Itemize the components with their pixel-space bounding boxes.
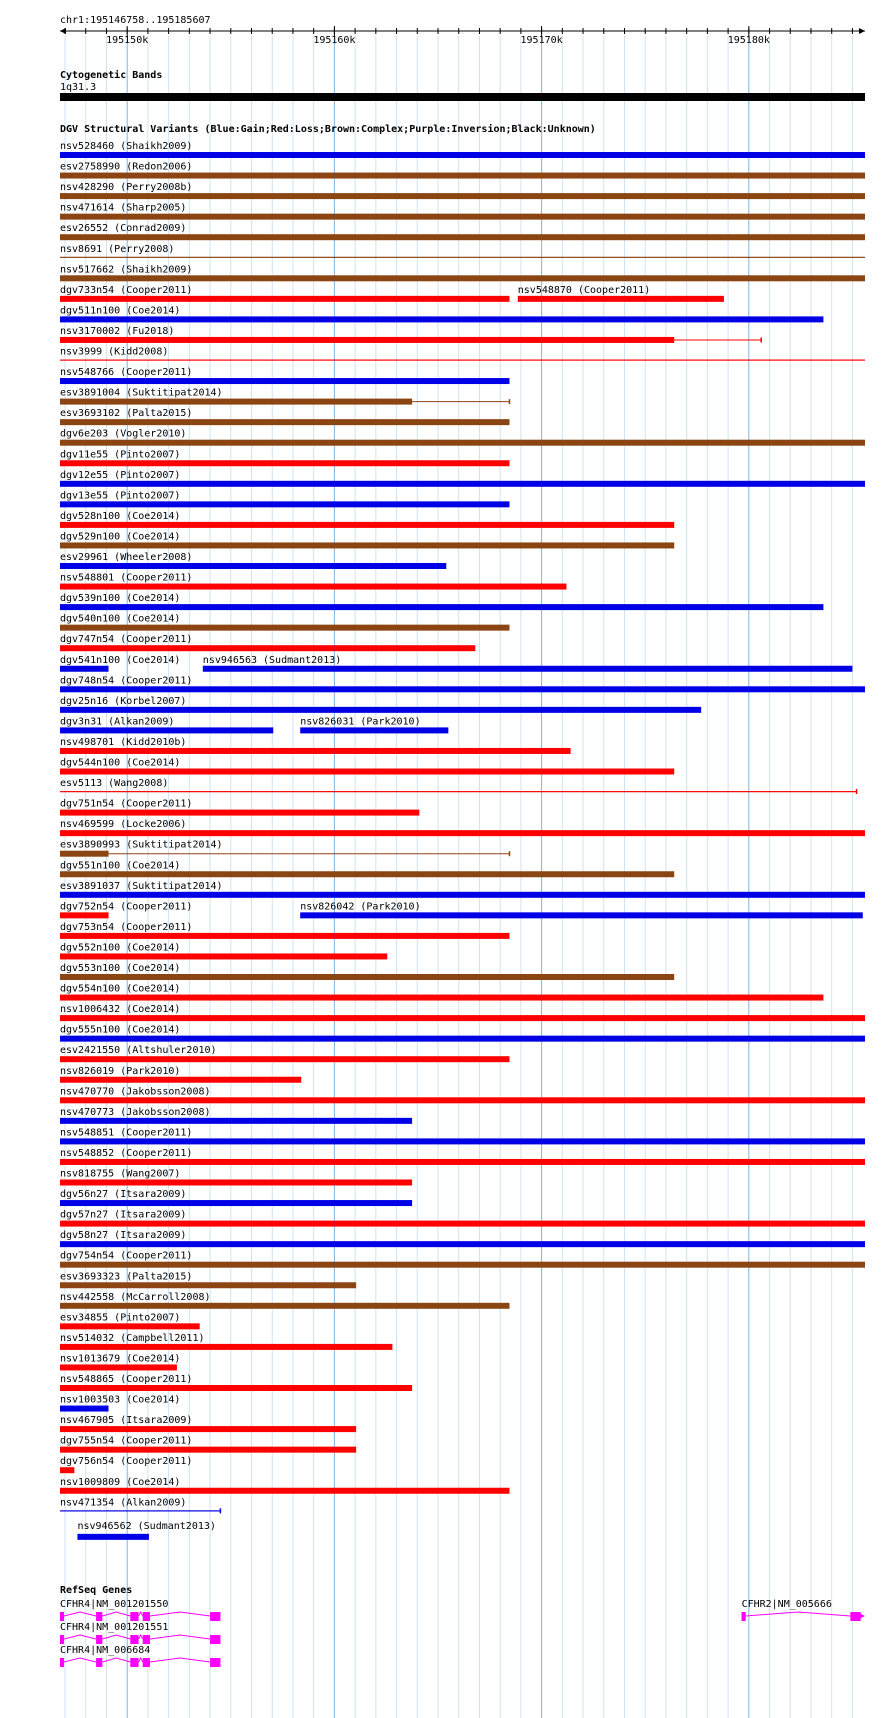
dgv-feature-bar[interactable] xyxy=(60,193,865,199)
dgv-feature[interactable] xyxy=(60,901,192,918)
dgv-feature-label: nsv471614 (Sharp2005) xyxy=(60,202,187,214)
dgv-feature-label: dgv539n100 (Coe2014) xyxy=(60,593,181,605)
dgv-feature-bar[interactable] xyxy=(60,1282,356,1288)
refseq-features xyxy=(60,1599,865,1667)
dgv-feature-label: nsv548852 (Cooper2011) xyxy=(60,1147,193,1159)
dgv-feature-label: dgv528n100 (Coe2014) xyxy=(60,510,181,522)
dgv-feature-label: dgv58n27 (Itsara2009) xyxy=(60,1230,187,1242)
dgv-feature-bar[interactable] xyxy=(60,316,823,322)
dgv-feature-label: esv3890993 (Suktitipat2014) xyxy=(60,839,223,851)
dgv-feature-bar[interactable] xyxy=(60,995,823,1001)
dgv-feature-label: nsv467905 (Itsara2009) xyxy=(60,1415,193,1427)
dgv-feature-label: esv2421550 (Altshuler2010) xyxy=(60,1045,217,1057)
dgv-feature-label: dgv3n31 (Alkan2009) xyxy=(60,716,175,728)
dgv-feature-label: dgv11e55 (Pinto2007) xyxy=(60,449,181,461)
dgv-feature-label: nsv8691 (Perry2008) xyxy=(60,243,175,255)
dgv-feature[interactable] xyxy=(300,716,448,733)
refseq-exon[interactable] xyxy=(130,1658,138,1667)
refseq-intron xyxy=(139,1612,143,1616)
dgv-feature-bar[interactable] xyxy=(60,953,387,959)
dgv-feature-bar[interactable] xyxy=(60,542,674,548)
dgv-feature[interactable] xyxy=(60,1312,200,1329)
refseq-exon[interactable] xyxy=(143,1658,150,1667)
dgv-feature-bar[interactable] xyxy=(60,974,674,980)
dgv-feature[interactable] xyxy=(60,1374,412,1391)
dgv-feature[interactable] xyxy=(60,1436,356,1453)
dgv-feature-label: esv3693102 (Palta2015) xyxy=(60,408,193,420)
dgv-feature[interactable] xyxy=(60,305,823,322)
dgv-feature-label: nsv3999 (Kidd2008) xyxy=(60,346,169,358)
dgv-feature[interactable] xyxy=(60,470,865,487)
dgv-feature-bar[interactable] xyxy=(60,1364,177,1370)
refseq-gene[interactable] xyxy=(60,1645,220,1667)
dgv-feature-label: dgv747n54 (Cooper2011) xyxy=(60,634,193,646)
dgv-feature-bar[interactable] xyxy=(77,1534,148,1540)
dgv-feature[interactable] xyxy=(60,367,509,384)
dgv-feature[interactable] xyxy=(60,1189,412,1206)
dgv-feature-bar[interactable] xyxy=(60,1262,865,1268)
refseq-exon[interactable] xyxy=(742,1612,746,1621)
dgv-feature-bar[interactable] xyxy=(60,501,509,507)
dgv-feature[interactable] xyxy=(60,429,865,446)
dgv-feature-label: dgv529n100 (Coe2014) xyxy=(60,531,181,543)
scroll-right-arrow[interactable] xyxy=(859,28,865,34)
dgv-feature[interactable] xyxy=(77,1521,215,1540)
dgv-feature-bar[interactable] xyxy=(60,1241,865,1247)
dgv-feature-label: nsv442558 (McCarroll2008) xyxy=(60,1291,211,1303)
dgv-feature-bar[interactable] xyxy=(60,912,109,918)
dgv-feature-label: dgv540n100 (Coe2014) xyxy=(60,613,181,625)
refseq-track xyxy=(60,1585,865,1667)
dgv-feature-label: nsv548870 (Cooper2011) xyxy=(517,284,651,296)
dgv-feature-label: dgv57n27 (Itsara2009) xyxy=(60,1209,187,1221)
refseq-exon[interactable] xyxy=(143,1612,150,1621)
dgv-feature[interactable] xyxy=(60,388,509,405)
dgv-feature[interactable] xyxy=(60,347,865,361)
dgv-feature-label: nsv548851 (Cooper2011) xyxy=(60,1127,193,1139)
dgv-feature-bar[interactable] xyxy=(60,257,865,258)
dgv-feature-label: esv5113 (Wang2008) xyxy=(60,778,169,790)
dgv-feature-label: dgv56n27 (Itsara2009) xyxy=(60,1189,187,1201)
dgv-feature[interactable] xyxy=(60,696,701,713)
dgv-feature-bar[interactable] xyxy=(60,1118,412,1124)
dgv-feature-label: esv26552 (Conrad2009) xyxy=(60,223,187,235)
dgv-feature-bar[interactable] xyxy=(60,234,865,240)
refseq-exon[interactable] xyxy=(130,1635,138,1644)
dgv-features xyxy=(60,141,865,1540)
refseq-intron xyxy=(64,1658,96,1662)
dgv-feature-label: nsv428290 (Perry2008b) xyxy=(60,182,193,194)
dgv-feature[interactable] xyxy=(60,490,509,507)
dgv-feature-label: dgv553n100 (Coe2014) xyxy=(60,963,181,974)
dgv-feature-bar[interactable] xyxy=(60,360,865,361)
dgv-feature-label: dgv6e203 (Vogler2010) xyxy=(60,428,187,440)
dgv-feature[interactable] xyxy=(60,1025,865,1042)
dgv-feature[interactable] xyxy=(60,449,509,466)
dgv-feature-label: nsv517662 (Shaikh2009) xyxy=(60,264,193,276)
dgv-feature-bar[interactable] xyxy=(60,399,412,405)
dgv-feature[interactable] xyxy=(60,1292,509,1309)
dgv-feature-bar[interactable] xyxy=(60,1406,109,1412)
refseq-track-title: RefSeq Genes xyxy=(60,1585,133,1596)
dgv-feature-bar[interactable] xyxy=(60,769,674,775)
refseq-gene[interactable] xyxy=(742,1599,865,1621)
dgv-feature-label: nsv1006432 (Coe2014) xyxy=(60,1004,181,1016)
refseq-exon[interactable] xyxy=(96,1635,102,1644)
dgv-feature-bar[interactable] xyxy=(60,1036,865,1042)
refseq-intron xyxy=(64,1635,96,1639)
refseq-intron xyxy=(150,1635,210,1639)
dgv-feature-label: dgv544n100 (Coe2014) xyxy=(60,757,181,769)
dgv-feature[interactable] xyxy=(60,881,865,898)
dgv-feature-bar[interactable] xyxy=(60,727,273,733)
dgv-feature-bar[interactable] xyxy=(60,686,865,692)
dgv-feature-label: nsv946563 (Sudmant2013) xyxy=(202,654,342,666)
dgv-feature-label: nsv471354 (Alkan2009) xyxy=(60,1497,187,1509)
dgv-feature[interactable] xyxy=(60,634,475,651)
dgv-feature-bar[interactable] xyxy=(60,1138,865,1144)
dgv-feature[interactable] xyxy=(60,1086,865,1103)
dgv-feature-label: nsv946562 (Sudmant2013) xyxy=(77,1520,216,1532)
ruler-tick-label: 195170k xyxy=(520,35,563,46)
dgv-feature[interactable] xyxy=(60,141,865,158)
refseq-exon[interactable] xyxy=(130,1612,138,1621)
dgv-feature-bar[interactable] xyxy=(60,522,674,528)
dgv-feature-label: nsv514032 (Campbell2011) xyxy=(60,1332,205,1344)
cytoband-track xyxy=(60,69,865,101)
dgv-feature-bar[interactable] xyxy=(60,625,509,631)
refseq-exon[interactable] xyxy=(96,1612,102,1621)
dgv-feature[interactable] xyxy=(60,758,674,775)
dgv-feature[interactable] xyxy=(60,1127,865,1144)
dgv-feature-bar[interactable] xyxy=(60,645,475,651)
dgv-feature[interactable] xyxy=(60,511,674,528)
dgv-feature-label: esv3891037 (Suktitipat2014) xyxy=(60,880,223,892)
dgv-feature-bar[interactable] xyxy=(60,748,571,754)
dgv-feature-bar[interactable] xyxy=(60,791,857,792)
dgv-feature-label: nsv1009809 (Coe2014) xyxy=(60,1476,181,1488)
dgv-feature-bar[interactable] xyxy=(60,563,446,569)
dgv-feature-label: dgv752n54 (Cooper2011) xyxy=(60,901,193,913)
dgv-feature[interactable] xyxy=(60,203,865,220)
dgv-feature[interactable] xyxy=(60,1230,865,1247)
dgv-feature[interactable] xyxy=(60,162,865,179)
dgv-feature-bar[interactable] xyxy=(60,851,109,857)
dgv-feature-bar[interactable] xyxy=(60,604,823,610)
dgv-feature[interactable] xyxy=(518,285,724,302)
refseq-strand-arrow xyxy=(859,1613,865,1619)
dgv-feature[interactable] xyxy=(60,984,823,1001)
dgv-feature[interactable] xyxy=(60,1251,865,1268)
dgv-feature-label: esv34855 (Pinto2007) xyxy=(60,1312,181,1324)
dgv-feature-bar[interactable] xyxy=(203,666,853,672)
dgv-feature-label: nsv528460 (Shaikh2009) xyxy=(60,141,193,152)
ruler-tick-label: 195160k xyxy=(313,35,356,46)
dgv-feature-label: nsv470770 (Jakobsson2008) xyxy=(60,1086,211,1098)
refseq-exon[interactable] xyxy=(210,1658,220,1667)
refseq-gene-label: CFHR4|NM_006684 xyxy=(60,1645,151,1656)
dgv-feature-bar[interactable] xyxy=(60,152,865,158)
refseq-exon[interactable] xyxy=(96,1658,102,1667)
dgv-feature-bar[interactable] xyxy=(60,419,509,425)
dgv-feature-bar[interactable] xyxy=(300,727,448,733)
dgv-feature-label: esv3693323 (Palta2015) xyxy=(60,1271,193,1283)
dgv-feature-label: dgv754n54 (Cooper2011) xyxy=(60,1250,193,1262)
dgv-feature-bar[interactable] xyxy=(60,810,419,816)
refseq-gene[interactable] xyxy=(60,1622,220,1644)
dgv-feature-bar[interactable] xyxy=(60,275,865,281)
dgv-feature-label: dgv12e55 (Pinto2007) xyxy=(60,469,181,481)
dgv-feature-bar[interactable] xyxy=(60,1056,509,1062)
cytoband-bar[interactable] xyxy=(60,93,865,101)
dgv-feature[interactable] xyxy=(60,1148,865,1165)
dgv-feature-bar[interactable] xyxy=(60,440,865,446)
dgv-feature-label: dgv748n54 (Cooper2011) xyxy=(60,675,193,687)
dgv-feature-bar[interactable] xyxy=(60,1077,301,1083)
dgv-feature[interactable] xyxy=(60,182,865,199)
refseq-intron xyxy=(64,1612,96,1616)
ruler-tick-label: 195150k xyxy=(106,35,149,46)
dgv-feature-bar[interactable] xyxy=(60,1467,74,1473)
dgv-feature-bar[interactable] xyxy=(60,1447,356,1453)
dgv-feature[interactable] xyxy=(60,1004,865,1021)
refseq-intron xyxy=(150,1612,210,1616)
dgv-feature-label: esv3891004 (Suktitipat2014) xyxy=(60,387,223,399)
dgv-feature-label: dgv552n100 (Coe2014) xyxy=(60,942,181,954)
dgv-feature[interactable] xyxy=(60,1497,220,1513)
refseq-gene-label: CFHR4|NM_001201551 xyxy=(60,1622,169,1633)
dgv-feature-bar[interactable] xyxy=(60,296,509,302)
dgv-feature[interactable] xyxy=(60,922,509,939)
ruler-track xyxy=(60,15,865,46)
dgv-feature[interactable] xyxy=(60,593,823,610)
dgv-feature-label: nsv3170002 (Fu2018) xyxy=(60,325,175,337)
dgv-feature-label: nsv548766 (Cooper2011) xyxy=(60,367,193,379)
dgv-feature-bar[interactable] xyxy=(60,1200,412,1206)
dgv-feature[interactable] xyxy=(60,1477,509,1494)
dgv-feature[interactable] xyxy=(60,531,674,548)
dgv-feature[interactable] xyxy=(60,614,509,631)
dgv-feature-bar[interactable] xyxy=(60,1159,865,1165)
dgv-feature-bar[interactable] xyxy=(60,337,674,343)
dgv-feature-label: dgv13e55 (Pinto2007) xyxy=(60,490,181,502)
dgv-feature[interactable] xyxy=(60,1107,412,1124)
dgv-feature-bar[interactable] xyxy=(60,1180,412,1186)
dgv-feature[interactable] xyxy=(60,963,674,980)
dgv-feature[interactable] xyxy=(60,1169,412,1186)
dgv-feature-label: nsv498701 (Kidd2010b) xyxy=(60,736,187,748)
dgv-feature-label: dgv753n54 (Cooper2011) xyxy=(60,921,193,933)
dgv-feature-bar[interactable] xyxy=(60,481,865,487)
dgv-feature[interactable] xyxy=(203,655,853,672)
dgv-feature-bar[interactable] xyxy=(60,1510,220,1511)
dgv-feature-bar[interactable] xyxy=(60,1221,865,1227)
dgv-feature-bar[interactable] xyxy=(60,378,509,384)
dgv-feature-label: dgv511n100 (Coe2014) xyxy=(60,305,181,317)
refseq-intron xyxy=(746,1612,851,1616)
dgv-feature-label: dgv551n100 (Coe2014) xyxy=(60,860,181,872)
refseq-exon[interactable] xyxy=(210,1612,220,1621)
dgv-feature[interactable] xyxy=(60,799,419,816)
refseq-intron xyxy=(139,1635,143,1639)
dgv-feature-bar[interactable] xyxy=(60,871,674,877)
dgv-feature[interactable] xyxy=(60,1210,865,1227)
dgv-feature-label: dgv756n54 (Cooper2011) xyxy=(60,1456,193,1468)
dgv-feature-bar[interactable] xyxy=(60,1097,865,1103)
dgv-feature[interactable] xyxy=(60,1353,180,1370)
dgv-feature-label: nsv826042 (Park2010) xyxy=(300,901,421,913)
dgv-feature-bar[interactable] xyxy=(60,460,509,466)
dgv-feature-bar[interactable] xyxy=(60,214,865,220)
dgv-feature-bar[interactable] xyxy=(60,1015,865,1021)
refseq-gene[interactable] xyxy=(60,1599,220,1621)
dgv-feature[interactable] xyxy=(60,1066,301,1083)
dgv-feature-bar[interactable] xyxy=(60,1323,200,1329)
dgv-feature[interactable] xyxy=(60,860,674,877)
refseq-exon[interactable] xyxy=(143,1635,150,1644)
dgv-feature[interactable] xyxy=(60,942,387,959)
dgv-feature[interactable] xyxy=(60,840,509,857)
dgv-feature-bar[interactable] xyxy=(60,584,566,590)
dgv-feature-label: esv29961 (Wheeler2008) xyxy=(60,552,193,563)
dgv-feature[interactable] xyxy=(60,408,509,425)
dgv-feature-label: nsv470773 (Jakobsson2008) xyxy=(60,1106,211,1118)
refseq-exon[interactable] xyxy=(60,1658,64,1667)
dgv-feature[interactable] xyxy=(60,244,865,258)
region-label: chr1:195146758..195185607 xyxy=(60,15,211,26)
dgv-feature-bar[interactable] xyxy=(60,830,865,836)
refseq-exon[interactable] xyxy=(60,1635,64,1644)
dgv-feature-label: dgv751n54 (Cooper2011) xyxy=(60,798,193,810)
dgv-feature[interactable] xyxy=(60,1271,356,1288)
dgv-feature-bar[interactable] xyxy=(60,1385,412,1391)
dgv-feature-label: dgv554n100 (Coe2014) xyxy=(60,983,181,995)
dgv-feature-bar[interactable] xyxy=(60,173,865,179)
dgv-feature[interactable] xyxy=(60,1045,509,1062)
dgv-feature-label: dgv541n100 (Coe2014) xyxy=(60,654,181,666)
dgv-feature-bar[interactable] xyxy=(60,1488,509,1494)
dgv-feature-label: nsv826019 (Park2010) xyxy=(60,1065,181,1077)
dgv-feature-label: nsv469599 (Locke2006) xyxy=(60,819,187,831)
cytoband-label: 1q31.3 xyxy=(60,82,97,93)
dgv-feature-bar[interactable] xyxy=(60,1426,356,1432)
dgv-feature-bar[interactable] xyxy=(60,933,509,939)
refseq-exon[interactable] xyxy=(210,1635,220,1644)
dgv-feature-label: nsv826031 (Park2010) xyxy=(300,716,421,728)
dgv-feature[interactable] xyxy=(60,716,273,733)
dgv-feature-label: nsv548865 (Cooper2011) xyxy=(60,1374,193,1385)
dgv-feature-bar[interactable] xyxy=(60,892,865,898)
dgv-feature-bar[interactable] xyxy=(518,296,724,302)
dgv-feature[interactable] xyxy=(60,264,865,281)
dgv-track xyxy=(60,123,865,1540)
dgv-feature-label: dgv733n54 (Cooper2011) xyxy=(60,284,193,296)
refseq-intron xyxy=(150,1658,210,1662)
dgv-feature[interactable] xyxy=(60,285,509,302)
cytoband-track-title: Cytogenetic Bands xyxy=(60,70,163,81)
dgv-feature-label: nsv1013679 (Coe2014) xyxy=(60,1353,181,1365)
dgv-feature-bar[interactable] xyxy=(60,666,109,672)
refseq-exon[interactable] xyxy=(60,1612,64,1621)
dgv-feature[interactable] xyxy=(60,819,865,836)
refseq-intron xyxy=(139,1658,143,1662)
refseq-gene-label: CFHR2|NM_005666 xyxy=(741,1599,832,1610)
dgv-feature-bar[interactable] xyxy=(300,912,863,918)
dgv-feature-label: dgv25n16 (Korbel2007) xyxy=(60,695,187,707)
dgv-feature-bar[interactable] xyxy=(60,1303,509,1309)
dgv-feature[interactable] xyxy=(60,737,571,754)
dgv-feature[interactable] xyxy=(60,1415,356,1432)
dgv-feature[interactable] xyxy=(60,223,865,240)
dgv-feature[interactable] xyxy=(300,901,863,918)
dgv-feature[interactable] xyxy=(60,326,761,343)
dgv-feature-label: dgv555n100 (Coe2014) xyxy=(60,1024,181,1036)
dgv-feature[interactable] xyxy=(60,1456,192,1473)
dgv-feature-label: nsv548801 (Cooper2011) xyxy=(60,572,193,584)
dgv-feature[interactable] xyxy=(60,655,180,672)
dgv-feature-bar[interactable] xyxy=(60,1344,392,1350)
dgv-feature-label: nsv1003503 (Coe2014) xyxy=(60,1394,181,1406)
ruler-tick-label: 195180k xyxy=(727,35,770,46)
dgv-feature-label: nsv818755 (Wang2007) xyxy=(60,1168,181,1180)
dgv-feature-label: esv2758990 (Redon2006) xyxy=(60,161,193,173)
dgv-feature[interactable] xyxy=(60,1395,180,1412)
dgv-feature[interactable] xyxy=(60,1333,392,1350)
dgv-feature-label: dgv755n54 (Cooper2011) xyxy=(60,1435,193,1447)
dgv-track-title: DGV Structural Variants (Blue:Gain;Red:Loss;Brown:Complex;Purple:Inversion;Black:Unknown) xyxy=(60,124,596,135)
refseq-gene-label: CFHR4|NM_001201550 xyxy=(60,1599,169,1610)
dgv-feature-bar[interactable] xyxy=(60,707,701,713)
dgv-feature[interactable] xyxy=(60,675,865,692)
dgv-feature[interactable] xyxy=(60,552,446,569)
